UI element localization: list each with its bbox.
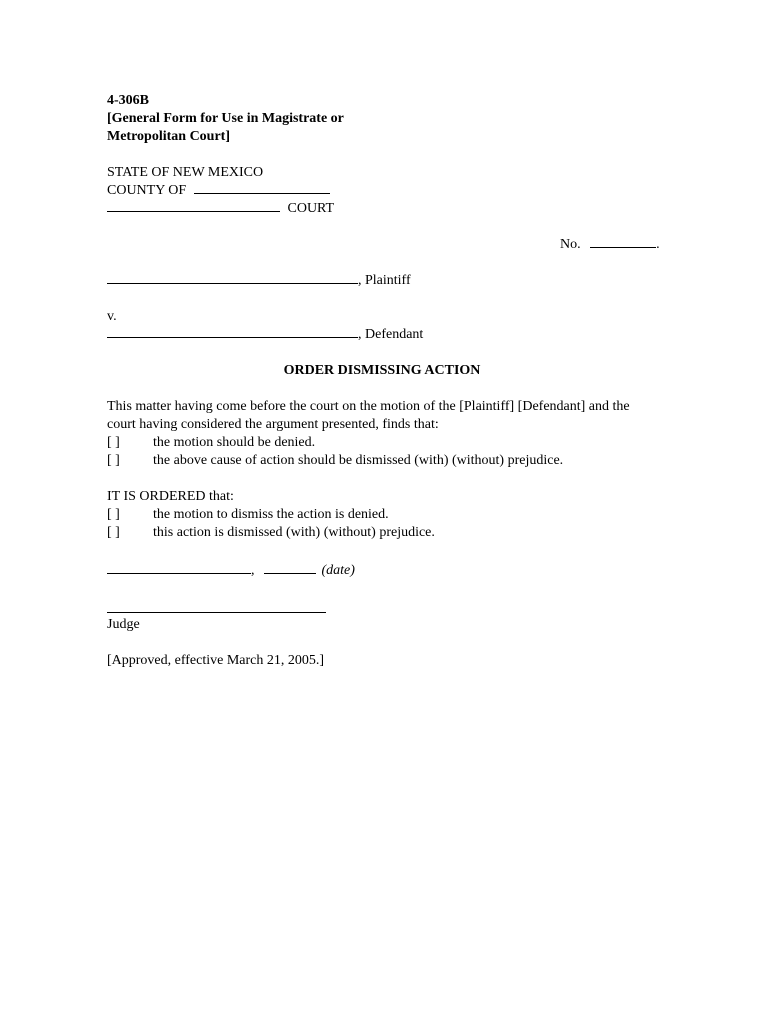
order-text: this action is dismissed (with) (without) prejudice. [153,525,435,540]
county-label: COUNTY OF [107,183,187,198]
versus: v. [107,309,117,324]
form-note-line-2: Metropolitan Court] [107,129,230,144]
plaintiff-label: , Plaintiff [358,273,411,288]
order-title: ORDER DISMISSING ACTION [283,363,481,378]
plaintiff-row [107,272,411,290]
intro-line-1: This matter having come before the court on the motion of the [Plaintiff] [Defendant] and the [107,399,630,414]
checkbox[interactable]: [ ] [107,525,120,540]
case-number-blank[interactable] [590,236,656,248]
case-number-row [560,236,660,254]
defendant-blank[interactable] [107,326,358,338]
state-name: STATE OF NEW MEXICO [107,165,264,180]
order-text: the motion to dismiss the action is denied. [153,507,389,522]
county-row [107,182,330,200]
checkbox[interactable]: [ ] [107,507,120,522]
approval-note: [Approved, effective March 21, 2005.] [107,653,325,668]
finding-text: the motion should be denied. [153,435,316,450]
checkbox[interactable]: [ ] [107,453,120,468]
date-separator: , [251,563,255,578]
plaintiff-blank[interactable] [107,272,358,284]
defendant-label: , Defendant [358,327,424,342]
court-label: COURT [287,201,335,216]
intro-line-2: court having considered the argument presented, finds that: [107,417,439,432]
finding-item [107,452,563,470]
date-label: (date) [321,563,355,578]
finding-item [107,434,315,452]
date-blank-year[interactable] [264,562,316,574]
order-item [107,524,435,542]
defendant-row [107,326,423,344]
case-number-label: No. [560,237,581,252]
court-blank[interactable] [107,200,280,212]
court-row [107,200,334,218]
order-item [107,506,389,524]
county-blank[interactable] [194,182,330,194]
judge-label: Judge [107,617,140,632]
finding-text: the above cause of action should be dismissed (with) (without) prejudice. [153,453,564,468]
date-row [107,562,355,580]
judge-signature-line[interactable] [107,612,326,613]
form-number: 4-306B [107,93,149,108]
ordered-label: IT IS ORDERED that: [107,489,234,504]
date-blank-month-day[interactable] [107,562,251,574]
form-note-line-1: [General Form for Use in Magistrate or [107,111,344,126]
checkbox[interactable]: [ ] [107,435,120,450]
case-number-end: . [656,237,660,252]
